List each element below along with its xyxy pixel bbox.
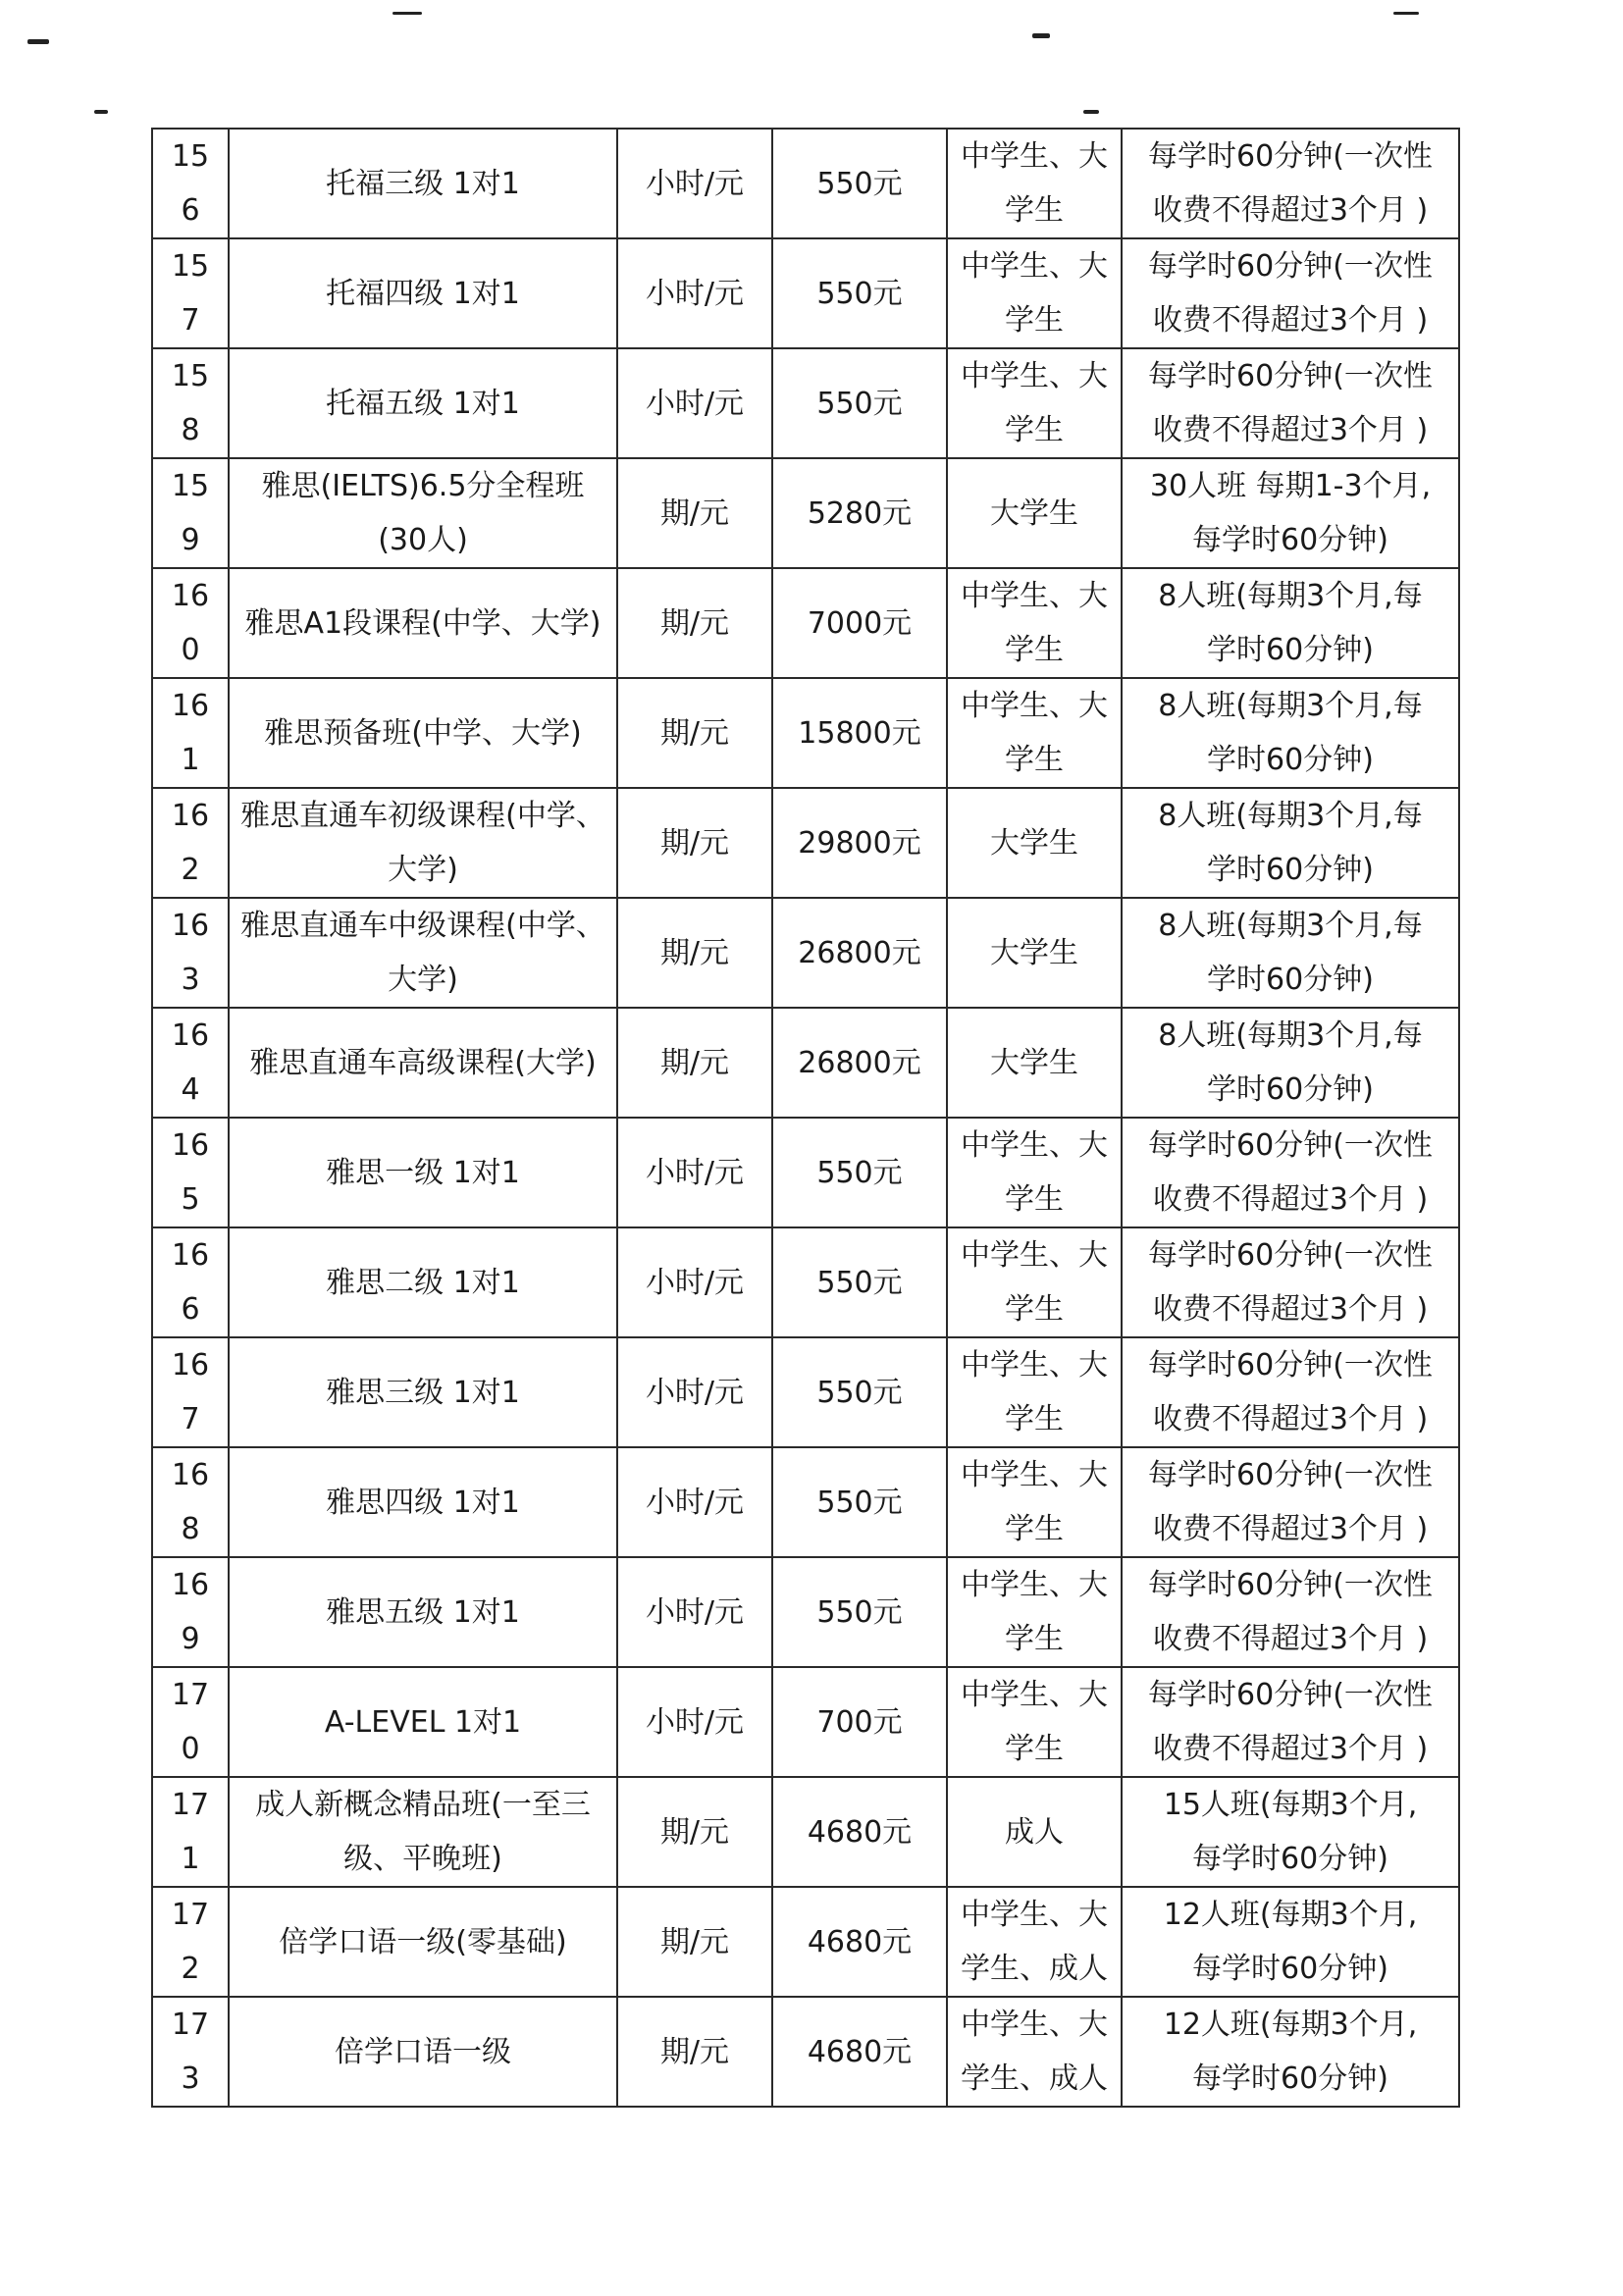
course-name-line: 雅思(IELTS)6.5分全程班 (261, 469, 585, 503)
audience (947, 1887, 1122, 1997)
price: 4680元 (772, 1887, 947, 1997)
row-number (152, 1777, 229, 1887)
price: 550元 (772, 1557, 947, 1667)
course-name (229, 1118, 617, 1227)
audience (947, 348, 1122, 458)
row-number (152, 238, 229, 348)
charge-unit: 小时/元 (617, 1557, 772, 1667)
note-line: 每学时60分钟(一次性 (1148, 139, 1433, 174)
audience-line: 中学生、大 (961, 1678, 1108, 1712)
row-number (152, 348, 229, 458)
audience-line: 中学生、大 (961, 1348, 1108, 1383)
course-name-line: A-LEVEL 1对1 (324, 1704, 522, 1740)
price: 550元 (772, 129, 947, 238)
note-line: 收费不得超过3个月 ) (1152, 1622, 1429, 1656)
course-name (229, 898, 617, 1008)
audience-line: 中学生、大 (961, 2008, 1108, 2042)
row-number-line: 7 (181, 303, 200, 338)
charge-unit: 小时/元 (617, 1667, 772, 1777)
row-number (152, 1118, 229, 1227)
row-number-line: 16 (171, 1348, 210, 1383)
row-number-line: 16 (171, 1238, 210, 1273)
row-number-line: 8 (181, 1512, 200, 1546)
note-line: 每学时60分钟) (1192, 1842, 1388, 1876)
row-number-line: 9 (181, 1622, 200, 1656)
course-name-line: 雅思二级 1对1 (326, 1265, 520, 1300)
charge-unit: 期/元 (617, 568, 772, 678)
audience (947, 458, 1122, 568)
audience-line: 中学生、大 (961, 1238, 1108, 1273)
price: 550元 (772, 1337, 947, 1447)
row-number (152, 568, 229, 678)
charge-unit: 小时/元 (617, 348, 772, 458)
audience-line: 中学生、大 (961, 1458, 1108, 1492)
audience-line: 大学生 (990, 496, 1078, 531)
charge-unit: 期/元 (617, 1887, 772, 1997)
course-name (229, 1997, 617, 2107)
price: 26800元 (772, 1008, 947, 1118)
charge-unit: 小时/元 (617, 1337, 772, 1447)
note-line: 8人班(每期3个月,每 (1158, 689, 1423, 723)
table-row (152, 1447, 1459, 1557)
note (1122, 1118, 1459, 1227)
audience-line: 学生、成人 (961, 2061, 1108, 2096)
fee-table (151, 128, 1460, 2108)
course-name (229, 788, 617, 898)
note-line: 收费不得超过3个月 ) (1152, 1402, 1429, 1436)
price: 550元 (772, 1447, 947, 1557)
note (1122, 1227, 1459, 1337)
row-number-line: 17 (171, 1898, 210, 1932)
note-line: 收费不得超过3个月 ) (1152, 413, 1429, 447)
audience-line: 大学生 (990, 825, 1078, 861)
audience-line: 大学生 (990, 1045, 1078, 1080)
charge-unit: 期/元 (617, 1997, 772, 2107)
course-name-line: 倍学口语一级 (335, 2034, 511, 2069)
audience-line: 中学生、大 (961, 1898, 1108, 1932)
note (1122, 238, 1459, 348)
charge-unit: 小时/元 (617, 238, 772, 348)
audience-line: 学生 (1005, 1622, 1064, 1656)
course-name-line: 雅思直通车初级课程(中学、 (240, 799, 605, 833)
row-number-line: 4 (181, 1072, 200, 1107)
row-number (152, 129, 229, 238)
course-name-line: 雅思直通车高级课程(大学) (249, 1045, 597, 1080)
row-number-line: 16 (171, 579, 210, 613)
audience-line: 大学生 (990, 935, 1078, 970)
note-line: 学时60分钟) (1207, 853, 1374, 887)
row-number (152, 1667, 229, 1777)
note (1122, 788, 1459, 898)
table-row (152, 458, 1459, 568)
row-number-line: 16 (171, 909, 210, 943)
row-number (152, 1447, 229, 1557)
row-number (152, 1557, 229, 1667)
charge-unit: 小时/元 (617, 1447, 772, 1557)
audience-line: 成人 (1005, 1814, 1064, 1850)
audience-line: 学生 (1005, 1732, 1064, 1766)
course-name-line: 级、平晚班) (343, 1842, 502, 1876)
note-line: 15人班(每期3个月, (1163, 1788, 1418, 1822)
row-number-line: 15 (171, 359, 210, 393)
row-number-line: 3 (181, 963, 200, 997)
note-line: 学时60分钟) (1207, 743, 1374, 777)
price: 4680元 (772, 1997, 947, 2107)
course-name-line: 托福四级 1对1 (326, 276, 520, 311)
note-line: 8人班(每期3个月,每 (1158, 1018, 1423, 1053)
audience (947, 898, 1122, 1008)
scan-speck (1032, 33, 1050, 38)
course-name (229, 1557, 617, 1667)
course-name (229, 1887, 617, 1997)
audience (947, 1008, 1122, 1118)
note (1122, 1997, 1459, 2107)
course-name (229, 129, 617, 238)
audience-line: 中学生、大 (961, 689, 1108, 723)
note-line: 收费不得超过3个月 ) (1152, 1512, 1429, 1546)
note (1122, 1667, 1459, 1777)
note-line: 学时60分钟) (1207, 633, 1374, 667)
table-row (152, 1337, 1459, 1447)
row-number (152, 1887, 229, 1997)
table-row (152, 1227, 1459, 1337)
note-line: 每学时60分钟(一次性 (1148, 1348, 1433, 1383)
row-number-line: 17 (171, 1678, 210, 1712)
table-row (152, 1777, 1459, 1887)
row-number-line: 1 (181, 1842, 200, 1876)
row-number (152, 1997, 229, 2107)
note-line: 每学时60分钟(一次性 (1148, 359, 1433, 393)
fee-table-body (152, 129, 1459, 2107)
price: 26800元 (772, 898, 947, 1008)
price: 5280元 (772, 458, 947, 568)
audience-line: 中学生、大 (961, 249, 1108, 284)
note-line: 每学时60分钟(一次性 (1148, 1238, 1433, 1273)
audience-line: 中学生、大 (961, 139, 1108, 174)
course-name-line: 雅思三级 1对1 (326, 1375, 520, 1410)
course-name (229, 348, 617, 458)
note-line: 每学时60分钟(一次性 (1148, 249, 1433, 284)
row-number-line: 16 (171, 1458, 210, 1492)
note-line: 12人班(每期3个月, (1163, 1898, 1418, 1932)
note (1122, 1777, 1459, 1887)
course-name (229, 678, 617, 788)
price: 15800元 (772, 678, 947, 788)
audience (947, 678, 1122, 788)
audience-line: 中学生、大 (961, 1568, 1108, 1602)
course-name-line: 雅思四级 1对1 (326, 1485, 520, 1520)
audience (947, 1227, 1122, 1337)
note (1122, 898, 1459, 1008)
audience (947, 1777, 1122, 1887)
row-number (152, 898, 229, 1008)
table-row (152, 1557, 1459, 1667)
course-name-line: 大学) (388, 853, 458, 887)
row-number-line: 15 (171, 469, 210, 503)
course-name-line: 托福五级 1对1 (326, 386, 520, 421)
price: 550元 (772, 1227, 947, 1337)
audience (947, 568, 1122, 678)
audience (947, 1337, 1122, 1447)
charge-unit: 小时/元 (617, 1118, 772, 1227)
audience-line: 中学生、大 (961, 1128, 1108, 1163)
note-line: 学时60分钟) (1207, 963, 1374, 997)
table-row (152, 898, 1459, 1008)
row-number-line: 0 (181, 1732, 200, 1766)
note (1122, 678, 1459, 788)
row-number-line: 2 (181, 853, 200, 887)
course-name (229, 1667, 617, 1777)
audience-line: 学生 (1005, 1292, 1064, 1327)
course-name (229, 1008, 617, 1118)
note-line: 每学时60分钟(一次性 (1148, 1678, 1433, 1712)
charge-unit: 期/元 (617, 1008, 772, 1118)
note-line: 每学时60分钟) (1192, 2061, 1388, 2096)
course-name (229, 568, 617, 678)
row-number-line: 0 (181, 633, 200, 667)
course-name-line: 雅思A1段课程(中学、大学) (244, 605, 602, 641)
price: 29800元 (772, 788, 947, 898)
audience-line: 学生 (1005, 743, 1064, 777)
note (1122, 129, 1459, 238)
table-row (152, 1118, 1459, 1227)
audience-line: 学生 (1005, 413, 1064, 447)
scan-speck (1393, 12, 1419, 15)
note-line: 收费不得超过3个月 ) (1152, 193, 1429, 228)
audience (947, 1997, 1122, 2107)
note-line: 30人班 每期1-3个月, (1149, 469, 1432, 503)
row-number-line: 6 (181, 1292, 200, 1327)
charge-unit: 期/元 (617, 898, 772, 1008)
row-number-line: 16 (171, 1568, 210, 1602)
table-row (152, 1997, 1459, 2107)
audience (947, 1118, 1122, 1227)
row-number-line: 6 (181, 193, 200, 228)
course-name-line: 雅思预备班(中学、大学) (264, 715, 582, 751)
note-line: 每学时60分钟(一次性 (1148, 1568, 1433, 1602)
course-name-line: 雅思直通车中级课程(中学、 (240, 909, 605, 943)
audience-line: 中学生、大 (961, 359, 1108, 393)
row-number-line: 7 (181, 1402, 200, 1436)
row-number-line: 1 (181, 743, 200, 777)
course-name (229, 1777, 617, 1887)
scan-speck (1083, 110, 1099, 114)
row-number-line: 16 (171, 1018, 210, 1053)
note-line: 收费不得超过3个月 ) (1152, 1182, 1429, 1217)
note-line: 每学时60分钟(一次性 (1148, 1128, 1433, 1163)
table-row (152, 129, 1459, 238)
note (1122, 568, 1459, 678)
table-row (152, 1887, 1459, 1997)
audience-line: 学生 (1005, 1402, 1064, 1436)
row-number-line: 15 (171, 139, 210, 174)
charge-unit: 期/元 (617, 788, 772, 898)
table-row (152, 348, 1459, 458)
price: 550元 (772, 238, 947, 348)
audience-line: 学生 (1005, 1182, 1064, 1217)
table-row (152, 1667, 1459, 1777)
table-row (152, 1008, 1459, 1118)
audience-line: 学生 (1005, 1512, 1064, 1546)
scan-speck (94, 110, 108, 114)
scan-speck (393, 12, 422, 15)
row-number-line: 9 (181, 523, 200, 557)
note (1122, 1447, 1459, 1557)
audience-line: 中学生、大 (961, 579, 1108, 613)
row-number-line: 17 (171, 1788, 210, 1822)
course-name (229, 1227, 617, 1337)
course-name (229, 1337, 617, 1447)
note-line: 12人班(每期3个月, (1163, 2008, 1418, 2042)
audience (947, 1447, 1122, 1557)
charge-unit: 期/元 (617, 458, 772, 568)
course-name (229, 1447, 617, 1557)
note (1122, 348, 1459, 458)
row-number-line: 3 (181, 2061, 200, 2096)
note-line: 学时60分钟) (1207, 1072, 1374, 1107)
note-line: 收费不得超过3个月 ) (1152, 1292, 1429, 1327)
course-name-line: 雅思五级 1对1 (326, 1594, 520, 1630)
audience (947, 1557, 1122, 1667)
audience (947, 788, 1122, 898)
note (1122, 1008, 1459, 1118)
price: 550元 (772, 1118, 947, 1227)
charge-unit: 期/元 (617, 678, 772, 788)
audience-line: 学生 (1005, 193, 1064, 228)
note (1122, 1557, 1459, 1667)
row-number-line: 16 (171, 799, 210, 833)
audience (947, 238, 1122, 348)
note-line: 每学时60分钟(一次性 (1148, 1458, 1433, 1492)
table-row (152, 568, 1459, 678)
charge-unit: 小时/元 (617, 129, 772, 238)
note-line: 8人班(每期3个月,每 (1158, 799, 1423, 833)
course-name-line: 倍学口语一级(零基础) (279, 1924, 567, 1959)
course-name (229, 238, 617, 348)
note-line: 收费不得超过3个月 ) (1152, 303, 1429, 338)
scan-speck (27, 39, 49, 44)
row-number (152, 1008, 229, 1118)
row-number-line: 17 (171, 2008, 210, 2042)
table-row (152, 788, 1459, 898)
note (1122, 1337, 1459, 1447)
note-line: 每学时60分钟) (1192, 523, 1388, 557)
course-name-line: 雅思一级 1对1 (326, 1155, 520, 1190)
course-name (229, 458, 617, 568)
price: 700元 (772, 1667, 947, 1777)
row-number-line: 5 (181, 1182, 200, 1217)
row-number (152, 678, 229, 788)
course-name-line: 托福三级 1对1 (326, 166, 520, 201)
row-number-line: 15 (171, 249, 210, 284)
row-number (152, 788, 229, 898)
audience-line: 学生、成人 (961, 1952, 1108, 1986)
course-name-line: (30人) (378, 523, 468, 557)
row-number-line: 8 (181, 413, 200, 447)
audience (947, 1667, 1122, 1777)
row-number-line: 16 (171, 689, 210, 723)
course-name-line: 大学) (388, 963, 458, 997)
table-row (152, 678, 1459, 788)
audience (947, 129, 1122, 238)
note-line: 8人班(每期3个月,每 (1158, 579, 1423, 613)
note-line: 收费不得超过3个月 ) (1152, 1732, 1429, 1766)
note-line: 每学时60分钟) (1192, 1952, 1388, 1986)
price: 4680元 (772, 1777, 947, 1887)
course-name-line: 成人新概念精品班(一至三 (255, 1788, 591, 1822)
price: 7000元 (772, 568, 947, 678)
row-number-line: 16 (171, 1128, 210, 1163)
row-number (152, 1337, 229, 1447)
row-number (152, 1227, 229, 1337)
row-number (152, 458, 229, 568)
price: 550元 (772, 348, 947, 458)
row-number-line: 2 (181, 1952, 200, 1986)
audience-line: 学生 (1005, 633, 1064, 667)
charge-unit: 期/元 (617, 1777, 772, 1887)
charge-unit: 小时/元 (617, 1227, 772, 1337)
audience-line: 学生 (1005, 303, 1064, 338)
table-row (152, 238, 1459, 348)
note (1122, 1887, 1459, 1997)
note (1122, 458, 1459, 568)
note-line: 8人班(每期3个月,每 (1158, 909, 1423, 943)
